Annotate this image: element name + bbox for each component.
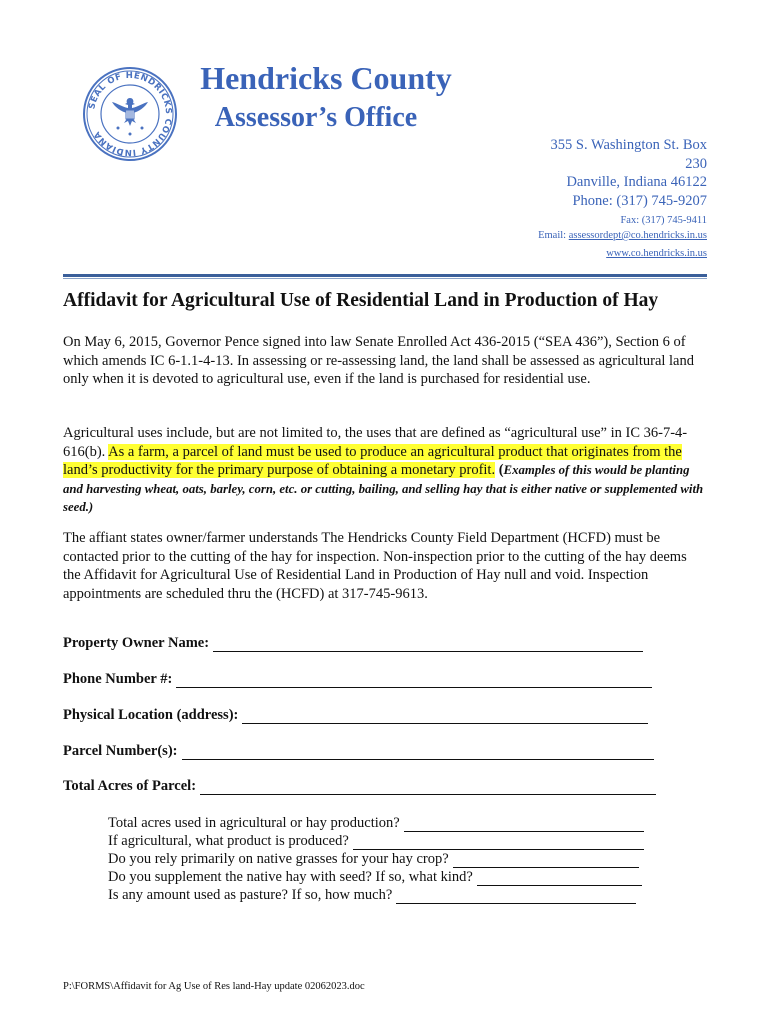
document-title: Affidavit for Agricultural Use of Residential Land in Production of Hay bbox=[63, 290, 659, 311]
total-acres-label: Total Acres of Parcel: bbox=[63, 778, 197, 794]
parcel-number-label: Parcel Number(s): bbox=[63, 743, 178, 759]
email-label: Email: bbox=[538, 230, 569, 241]
total-acres-field bbox=[63, 777, 656, 795]
parcel-number-input[interactable] bbox=[182, 747, 654, 760]
parcel-number-field bbox=[63, 742, 654, 760]
fax-text: Fax: (317) 745-9411 bbox=[620, 215, 707, 226]
contact-block bbox=[467, 136, 707, 261]
paragraph-agricultural-use bbox=[63, 424, 708, 517]
header-divider-thin bbox=[63, 278, 707, 279]
question-label: If agricultural, what product is produced? bbox=[108, 833, 349, 849]
address-line-2: 230 bbox=[685, 155, 707, 172]
paragraph-sea436: On May 6, 2015, Governor Pence signed into law Senate Enrolled Act 436-2015 (“SEA 436”), Section 6 of which amends IC 6-1.1-4-13. In assessing or re-assessing land, the land shall be assessed as agricultural land only when it is devoted to agricultural use, even if the land is purchased for residential use. bbox=[63, 334, 694, 387]
org-subtitle: Assessor’s Office bbox=[214, 102, 418, 133]
question-label: Do you rely primarily on native grasses for your hay crop? bbox=[108, 851, 449, 867]
header-divider bbox=[63, 274, 707, 277]
question-native-grasses bbox=[108, 850, 639, 868]
examples-text: Examples of this would be planting and harvesting wheat, oats, barley, corn, etc. or cutting, bailing, and selling hay that is either native or supplemented with seed.) bbox=[63, 463, 704, 514]
phone-text: Phone: (317) 745-9207 bbox=[572, 192, 707, 209]
question-answer-input[interactable] bbox=[453, 855, 639, 868]
total-acres-input[interactable] bbox=[200, 782, 656, 795]
org-title: Hendricks County bbox=[200, 60, 452, 96]
email-link[interactable]: assessordept@co.hendricks.in.us bbox=[568, 230, 707, 241]
question-answer-input[interactable] bbox=[477, 873, 642, 886]
physical-location-input[interactable] bbox=[242, 711, 648, 724]
email-text bbox=[467, 228, 707, 243]
para2-paren: ( bbox=[495, 462, 504, 478]
physical-location-field bbox=[63, 706, 648, 724]
question-total-acres bbox=[108, 814, 644, 832]
phone-number-field bbox=[63, 670, 652, 688]
physical-location-label: Physical Location (address): bbox=[63, 707, 239, 723]
address-line-3: Danville, Indiana 46122 bbox=[566, 174, 707, 190]
question-label: Do you supplement the native hay with seed? If so, what kind? bbox=[108, 869, 473, 885]
svg-text:SEAL OF HENDRICKS COUNTY INDIA: SEAL OF HENDRICKS COUNTY INDIANA bbox=[87, 70, 174, 158]
question-label: Is any amount used as pasture? If so, how much? bbox=[108, 887, 393, 903]
file-path-footer: P:\FORMS\Affidavit for Ag Use of Res land-Hay update 02062023.doc bbox=[63, 981, 365, 992]
question-pasture bbox=[108, 886, 636, 904]
para2-text: Agricultural uses include, but are not limited to, the uses that are defined as “agricultural use” in IC 36-7-4-616(b). bbox=[63, 425, 688, 460]
question-answer-input[interactable] bbox=[353, 837, 644, 850]
question-supplement-seed bbox=[108, 868, 642, 886]
question-answer-input[interactable] bbox=[404, 819, 644, 832]
phone-number-input[interactable] bbox=[176, 675, 652, 688]
owner-name-field bbox=[63, 634, 643, 652]
owner-name-input[interactable] bbox=[213, 639, 643, 652]
county-seal-logo bbox=[82, 66, 178, 162]
highlighted-text: As a farm, a parcel of land must be used to produce an agricultural product that originates from the land’s productivity for the primary purpose of obtaining a monetary profit. bbox=[63, 443, 682, 478]
question-label: Total acres used in agricultural or hay production? bbox=[108, 815, 400, 831]
question-product bbox=[108, 832, 644, 850]
paragraph-inspection: The affiant states owner/farmer understands The Hendricks County Field Department (HCFD) must be contacted prior to the cutting of the hay for inspection. Non-inspection prior to the cutting of the hay deems the Affidavit for Agricultural Use of Residential Land in Production of Hay null and void. Inspection appointments are scheduled thru the (HCFD) at 317-745-9613. bbox=[63, 530, 687, 602]
owner-name-label: Property Owner Name: bbox=[63, 635, 210, 651]
phone-number-label: Phone Number #: bbox=[63, 671, 173, 687]
address-line-1: 355 S. Washington St. Box bbox=[550, 137, 707, 153]
question-answer-input[interactable] bbox=[396, 891, 636, 904]
website-link[interactable]: www.co.hendricks.in.us bbox=[606, 248, 707, 259]
